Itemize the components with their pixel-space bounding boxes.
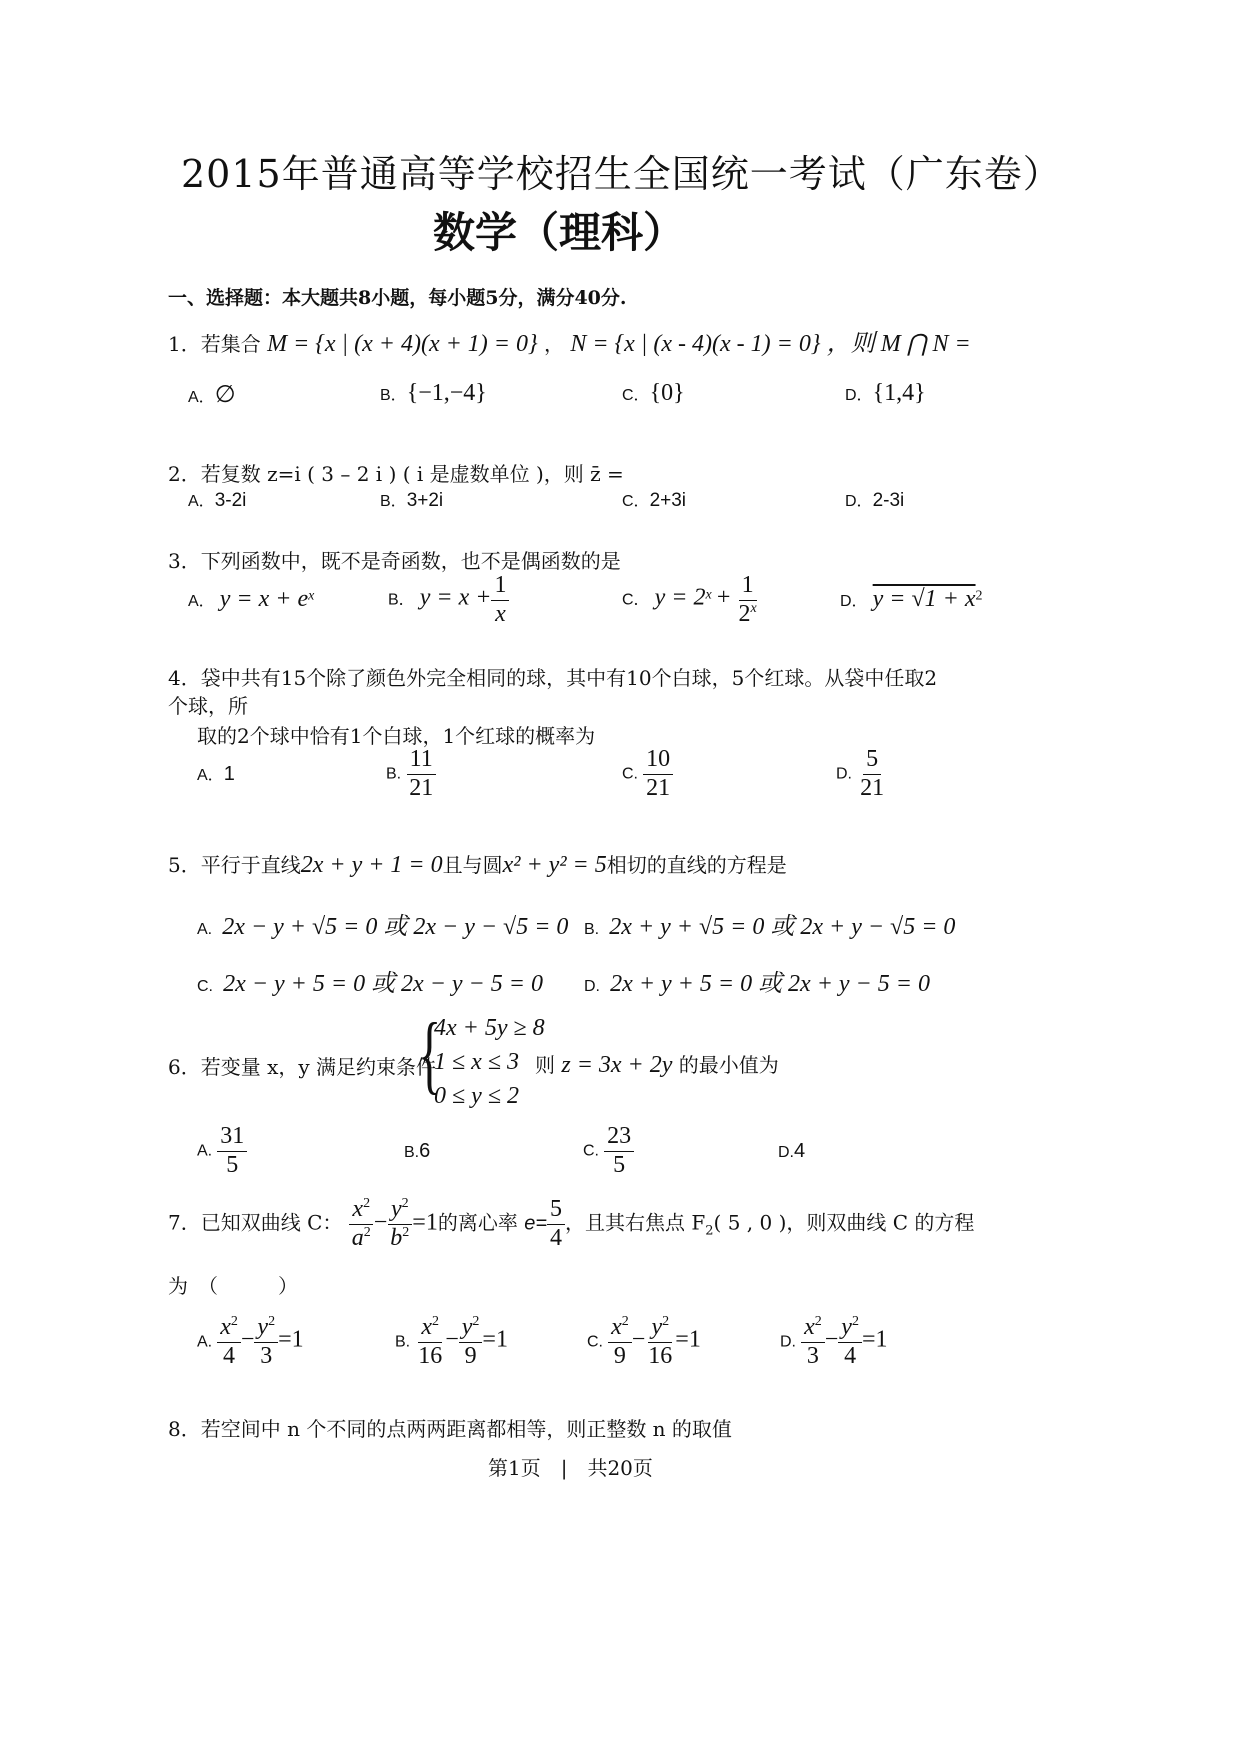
question-6-stem: 6．若变量 x，y 满足约束条件	[168, 1055, 437, 1079]
q5-option-c: C. 2x − y + 5 = 0 或 2x − y − 5 = 0	[197, 971, 543, 997]
q6-option-a: A. $\frac{31}{5}$	[197, 1123, 247, 1179]
page-footer: 第1页 | 共20页	[488, 1456, 653, 1480]
question-5: 5．平行于直线2x + y + 1 = 0且与圆x² + y² = 5相切的直线的方程是	[168, 852, 787, 878]
constraint-brace: {	[418, 1006, 442, 1103]
q4-option-b: B. $\frac{11}{21}$	[386, 746, 436, 802]
question-7: 7．已知双曲线 C： $\frac{x^2}{a^2}$ − $\frac{y^2}{b^2}$ =1的离心率 e= $\frac{5}{4}$ ，且其右焦点 $F_2$( 5 , 0 )，则双曲线 C 的方程	[168, 1196, 975, 1251]
q7-option-b: B. $\frac{x^2}{16}$ − $\frac{y^2}{9}$ =1	[395, 1314, 508, 1369]
q7-option-a: A. $\frac{x^2}{4}$ − $\frac{y^2}{3}$ =1	[197, 1314, 304, 1369]
q6-option-d: D.4	[778, 1140, 806, 1162]
comma: ，	[543, 332, 564, 356]
q5-option-b: B. 2x + y + √5 = 0 或 2x + y − √5 = 0	[584, 914, 956, 940]
question-2-stem: 2．若复数 z=i ( 3 – 2 i ) ( i 是虚数单位 )，则 z̄ =	[168, 462, 624, 486]
question-3-stem: 3．下列函数中，既不是奇函数，也不是偶函数的是	[168, 549, 621, 573]
q1-option-a: A．∅	[188, 382, 236, 408]
q2-option-a: A．3-2i	[188, 490, 247, 511]
q5-option-a: A. 2x − y + √5 = 0 或 2x − y − √5 = 0	[197, 914, 569, 940]
subject-title: 数学（理科）	[433, 208, 686, 257]
question-8-stem: 8．若空间中 n 个不同的点两两距离都相等，则正整数 n 的取值	[168, 1417, 732, 1441]
q2-option-c: C．2+3i	[622, 490, 687, 511]
fraction: $\frac{1}{x}$	[491, 572, 509, 628]
question-4-stem-line3: 取的2个球中恰有1个白球，1个红球的概率为	[197, 724, 596, 748]
q1-option-d: D．{1,4}	[845, 380, 926, 406]
section-heading: 一、选择题：本大题共8小题，每小题5分，满分40分.	[168, 287, 627, 309]
q3-option-d: D． y = √1 + x2	[840, 586, 983, 612]
q1-option-b: B．{−1,−4}	[380, 380, 487, 406]
set-n: N = {x | (x - 4)(x - 1) = 0}	[570, 331, 821, 357]
q6-option-c: C. $\frac{23}{5}$	[583, 1123, 634, 1179]
question-4-stem-line2: 个球，所	[168, 694, 248, 718]
question-1-tail: ，则 M ⋂ N =	[826, 331, 971, 357]
q4-option-a: A．1	[197, 763, 235, 785]
q3-option-a: A． y = x + ex	[188, 586, 315, 612]
q7-option-c: C. $\frac{x^2}{9}$ − $\frac{y^2}{16}$ =1	[587, 1314, 701, 1369]
q6-option-b: B.6	[404, 1140, 431, 1162]
constraint-3: 0 ≤ y ≤ 2	[434, 1083, 519, 1109]
fraction: $\frac{1}{2^x}$	[738, 572, 757, 627]
q1-option-c: C．{0}	[622, 380, 685, 406]
q3-option-b: B． y = x + $\frac{1}{x}$	[388, 572, 509, 628]
question-1	[168, 323, 971, 358]
question-4-stem-line1: 4．袋中共有15个除了颜色外完全相同的球，其中有10个白球，5个红球。从袋中任取2	[168, 666, 938, 690]
q7-option-d: D. $\frac{x^2}{3}$ − $\frac{y^2}{4}$ =1	[780, 1314, 888, 1369]
q5-option-d: D. 2x + y + 5 = 0 或 2x + y − 5 = 0	[584, 971, 930, 997]
q4-option-d: D. $\frac{5}{21}$	[836, 746, 885, 801]
q3-option-c: C． y = 2x + $\frac{1}{2^x}$	[622, 572, 760, 628]
question-1-stem: 1．若集合	[168, 332, 261, 356]
q2-option-d: D．2-3i	[845, 490, 905, 511]
q4-option-c: C. $\frac{10}{21}$	[622, 746, 673, 802]
q2-option-b: B．3+2i	[380, 490, 444, 511]
exam-title: 2015年普通高等学校招生全国统一考试（广东卷）	[181, 152, 1062, 196]
question-6-tail: 则 z = 3x + 2y 的最小值为	[535, 1052, 779, 1078]
constraint-1: 4x + 5y ≥ 8	[434, 1015, 545, 1041]
constraint-2: 1 ≤ x ≤ 3	[434, 1049, 519, 1075]
question-7-line2: 为 （ ）	[168, 1274, 298, 1298]
set-m: M = {x | (x + 4)(x + 1) = 0}	[267, 331, 538, 357]
